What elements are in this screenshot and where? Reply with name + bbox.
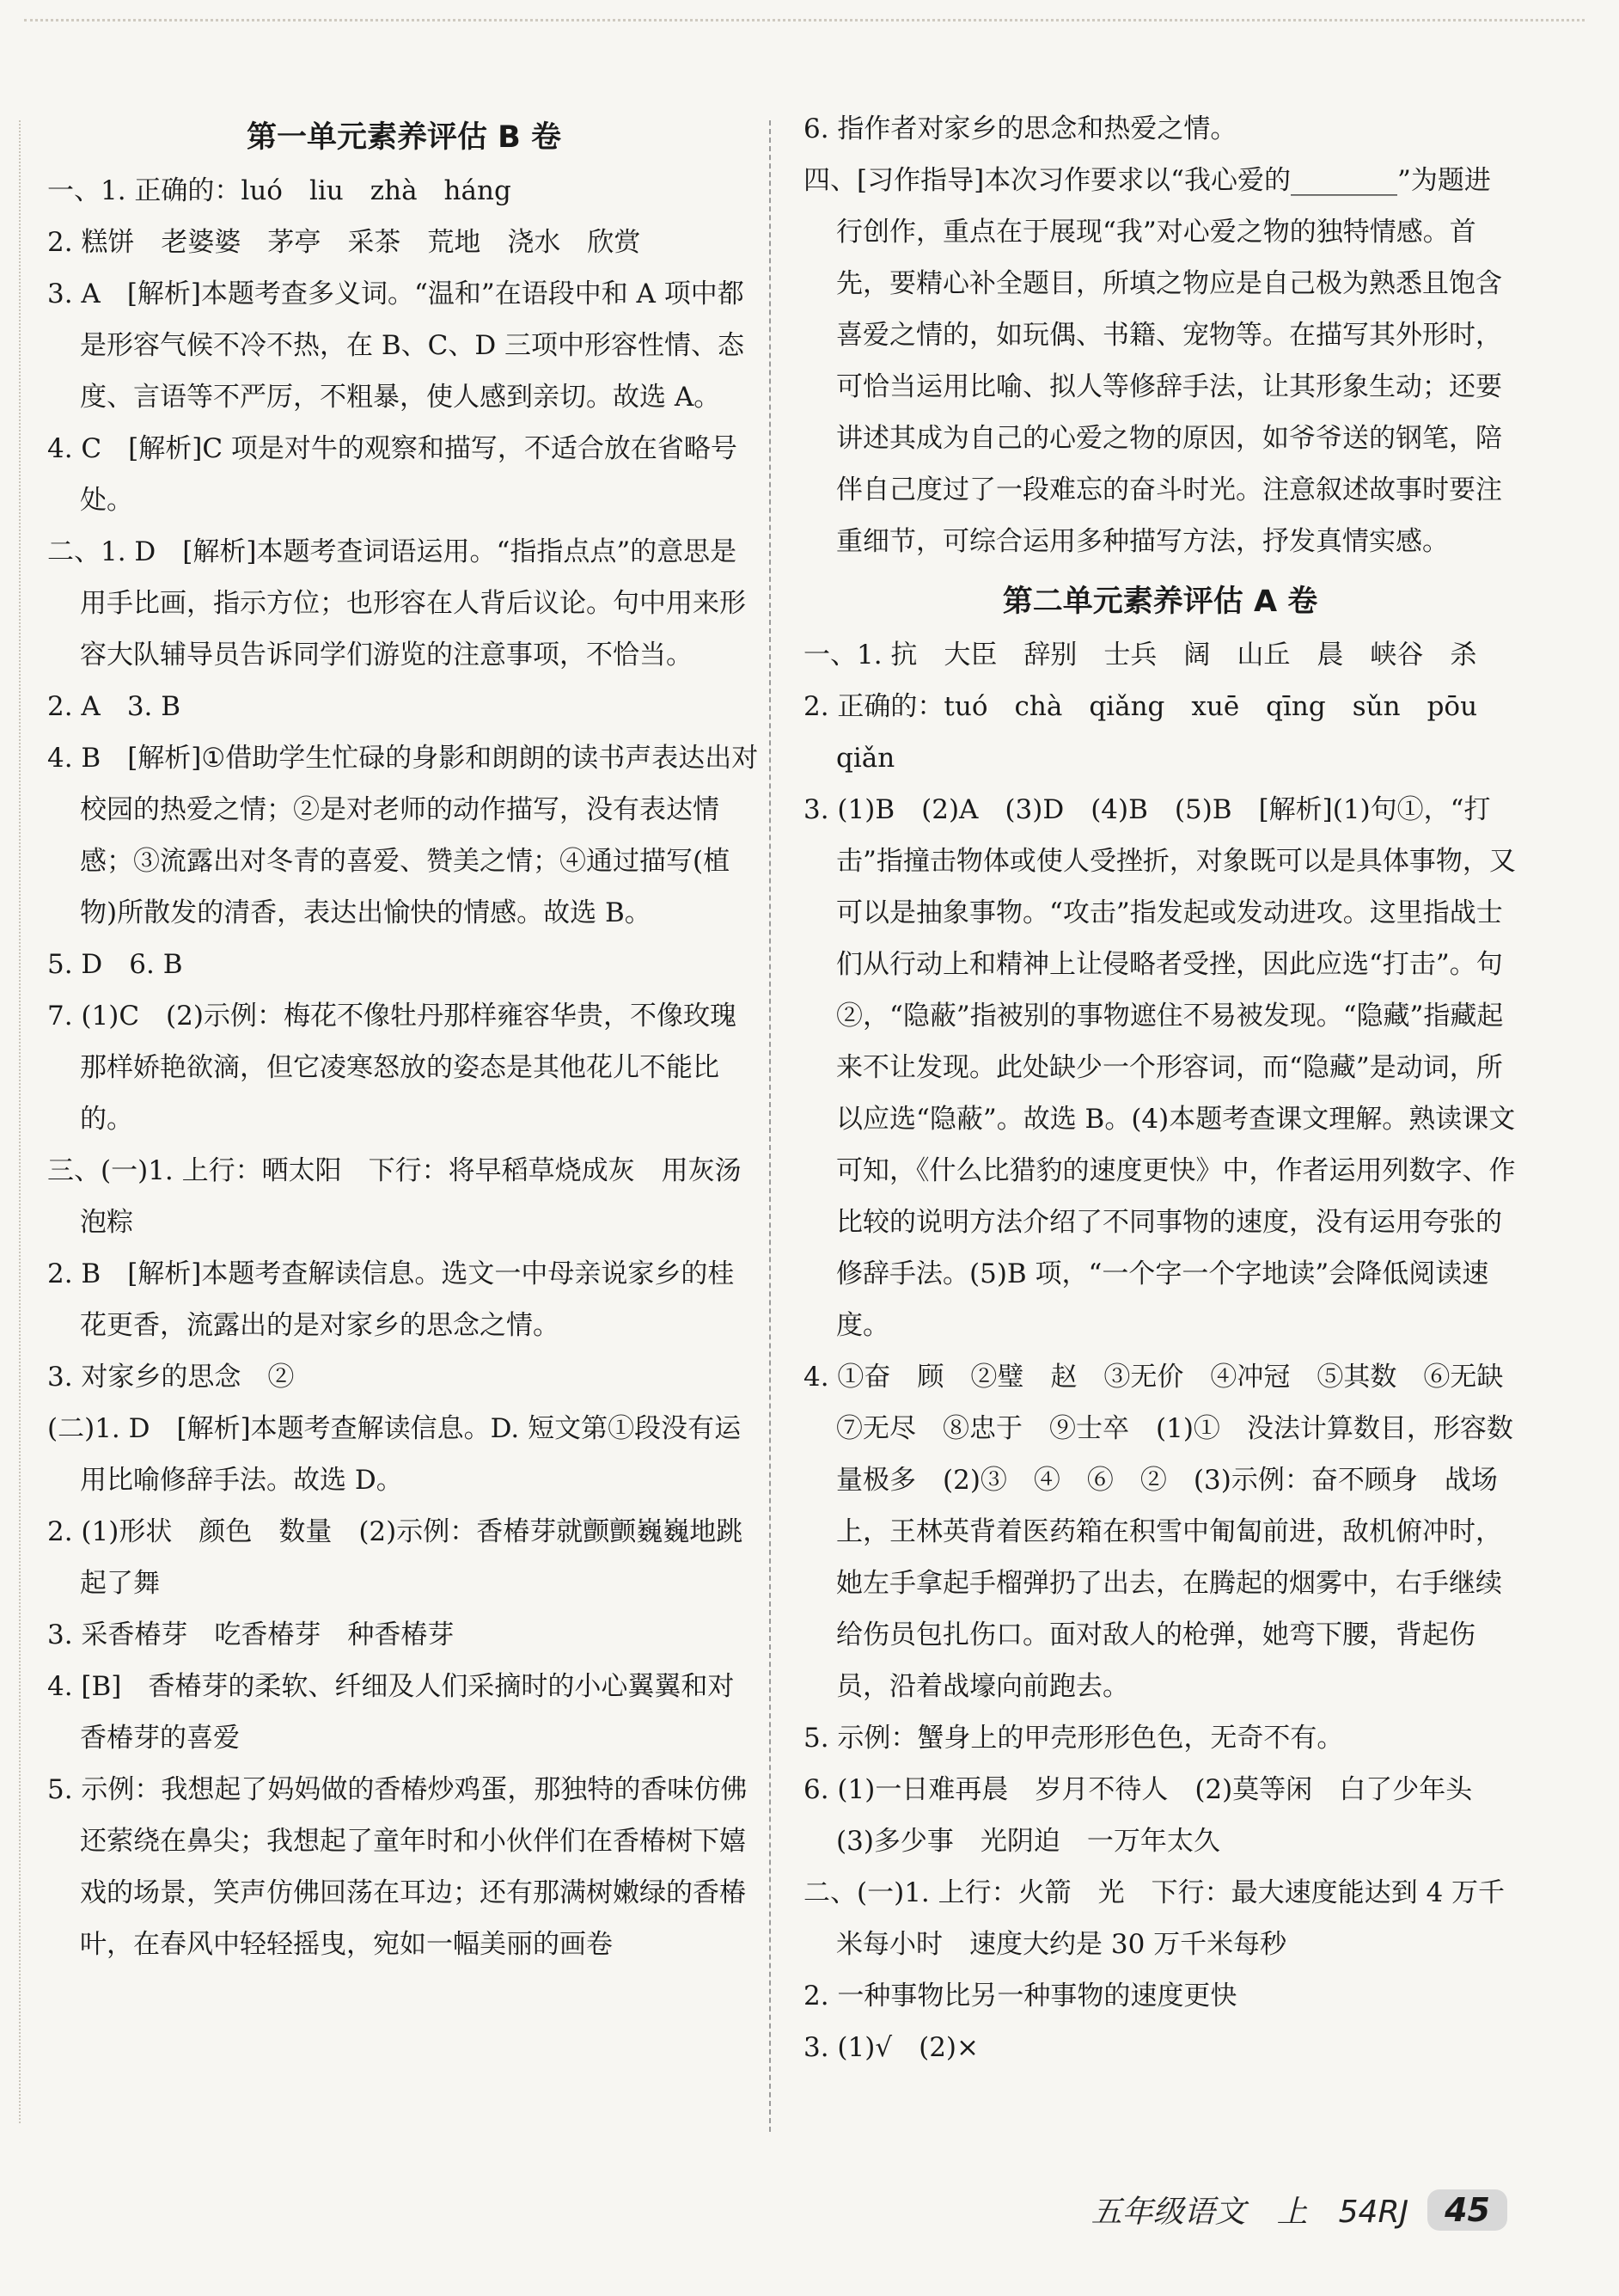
answer-item: 二、(一)1. 上行：火箭 光 下行：最大速度能达到 4 万千米每小时 速度大约是 30 万千米每秒 [803,1877,1506,1960]
answer-item: 2. (1)形状 颜色 数量 (2)示例：香椿芽就颤颤巍巍地跳起了舞 [47,1516,743,1599]
answer-item: 2. A 3. B [47,691,181,722]
left-dotted-edge [19,120,21,2123]
right-answer-list [803,629,1530,2073]
top-dotted-border [24,19,1585,30]
answer-item: 3. A [解析]本题考查多义词。“温和”在语段中和 A 项中都是形容气候不冷不热，在 B、C、D 三项中形容性情、态度、言语等不严厉，不粗暴，使人感到亲切。故选 A。 [47,279,745,413]
left-column [47,103,761,1970]
answer-item: 3. 对家乡的思念 ② [47,1362,295,1393]
answer-item: 3. (1)B (2)A (3)D (4)B (5)B [解析](1)句①，“打击”指撞击物体或使人受挫折，对象既可以是具体事物，又可以是抽象事物。“攻击”指发起或发动进攻。这里指战士们从行动上和精神上让侵略者受挫，因此应选“打击”。句②，“隐蔽”指被别的事物遮住不易被发现。“隐藏”指藏起来不让发现。此处缺少一个形容词，而“隐藏”是动词，所以应选“隐蔽”。故选 B。(4)本题考查课文理解。熟读课文可知，《什么比猎豹的速度更快》中，作者运用列数字、作比较的说明方法介绍了不同事物的速度，没有运用夸张的修辞手法。(5)B 项，“一个字一个字地读”会降低阅读速度。 [803,794,1516,1341]
answer-item: 2. 糕饼 老婆婆 茅亭 采茶 荒地 浇水 欣赏 [47,227,641,258]
column-divider [769,120,771,2132]
answer-item: 一、1. 正确的：luó liu zhà háng [47,175,511,206]
answer-item: 二、1. D [解析]本题考查词语运用。“指指点点”的意思是用手比画，指示方位；也形容在人背后议论。句中用来形容大队辅导员告诉同学们游览的注意事项，不恰当。 [47,536,746,670]
answer-item: 3. 采香椿芽 吃香椿芽 种香椿芽 [47,1619,455,1650]
answer-item: 6. 指作者对家乡的思念和热爱之情。 [803,113,1237,144]
answer-item: 4. ①奋 顾 ②璧 赵 ③无价 ④冲冠 ⑤其数 ⑥无缺 ⑦无尽 ⑧忠于 ⑨士卒 (1)① 没法计算数目，形容数量极多 (2)③ ④ ⑥ ② (3)示例：奋不顾身 战场上，王林英背着医药箱在积雪中匍匐前进，敌机俯冲时，她左手拿起手榴弹扔了出去，在腾起的烟雾中，右手继续给伤员包扎伤口。面对敌人的枪弹，她弯下腰，背起伤员，沿着战壕向前跑去。 [803,1362,1530,1702]
section-title-unit1-b: 第一单元素养评估 B 卷 [246,120,562,155]
left-answer-list [47,165,761,1970]
answer-item: 7. (1)C (2)示例：梅花不像牡丹那样雍容华贵，不像玫瑰那样娇艳欲滴，但它凌寒怒放的姿态是其他花儿不能比的。 [47,1001,736,1135]
page-footer [1091,2188,1507,2232]
answer-item: 四、[习作指导]本次习作要求以“我心爱的________”为题进行创作，重点在于展现“我”对心爱之物的独特情感。首先，要精心补全题目，所填之物应是自己极为熟悉且饱含喜爱之情的，如玩偶、书籍、宠物等。在描写其外形时，可恰当运用比喻、拟人等修辞手法，让其形象生动；还要讲述其成为自己的心爱之物的原因，如爷爷送的钢笔，陪伴自己度过了一段难忘的奋斗时光。注意叙述故事时要注重细节，可综合运用多种描写方法，抒发真情实感。 [803,165,1502,557]
answer-item: 5. 示例：我想起了妈妈做的香椿炒鸡蛋，那独特的香味仿佛还萦绕在鼻尖；我想起了童年时和小伙伴们在香椿树下嬉戏的场景，笑声仿佛回荡在耳边；还有那满树嫩绿的香椿叶，在春风中轻轻摇曳，宛如一幅美丽的画卷 [47,1774,748,1960]
answer-item: 3. (1)√ (2)× [803,2032,979,2063]
right-answer-list-top [803,103,1517,567]
answer-item: 4. C [解析]C 项是对牛的观察和描写，不适合放在省略号处。 [47,433,737,516]
answer-item: (二)1. D [解析]本题考查解读信息。D. 短文第①段没有运用比喻修辞手法。故选 D。 [47,1413,742,1496]
answer-item: 2. B [解析]本题考查解读信息。选文一中母亲说家乡的桂花更香，流露出的是对家乡的思念之情。 [47,1258,735,1341]
right-column [803,103,1530,2073]
answer-item: 2. 一种事物比另一种事物的速度更快 [803,1981,1237,2011]
answer-item: 一、1. 抗 大臣 辞别 士兵 阔 山丘 晨 峡谷 杀 [803,640,1477,670]
answer-item: 4. [B] 香椿芽的柔软、纤细及人们采摘时的小心翼翼和对香椿芽的喜爱 [47,1671,735,1754]
answer-item: 5. 示例：蟹身上的甲壳形形色色，无奇不有。 [803,1723,1344,1754]
answer-item: 2. 正确的：tuó chà qiǎng xuē qīng sǔn pōu qiǎn [803,691,1505,774]
answer-item: 三、(一)1. 上行：晒太阳 下行：将早稻草烧成灰 用灰汤泡粽 [47,1155,742,1238]
page-number: 45 [1427,2189,1507,2231]
answer-item: 6. (1)一日难再晨 岁月不待人 (2)莫等闲 白了少年头 (3)多少事 光阴迫 一万年太久 [803,1774,1500,1857]
grade-subject-label: 五年级语文 上 54RJ [1091,2195,1409,2230]
section-title-unit2-a: 第二单元素养评估 A 卷 [1002,585,1318,619]
answer-item: 5. D 6. B [47,949,183,980]
answer-item: 4. B [解析]①借助学生忙碌的身影和朗朗的读书声表达出对校园的热爱之情；②是对老师的动作描写，没有表达情感；③流露出对冬青的喜爱、赞美之情；④通过描写(植物)所散发的清香，表达出愉快的情感。故选 B。 [47,743,759,928]
